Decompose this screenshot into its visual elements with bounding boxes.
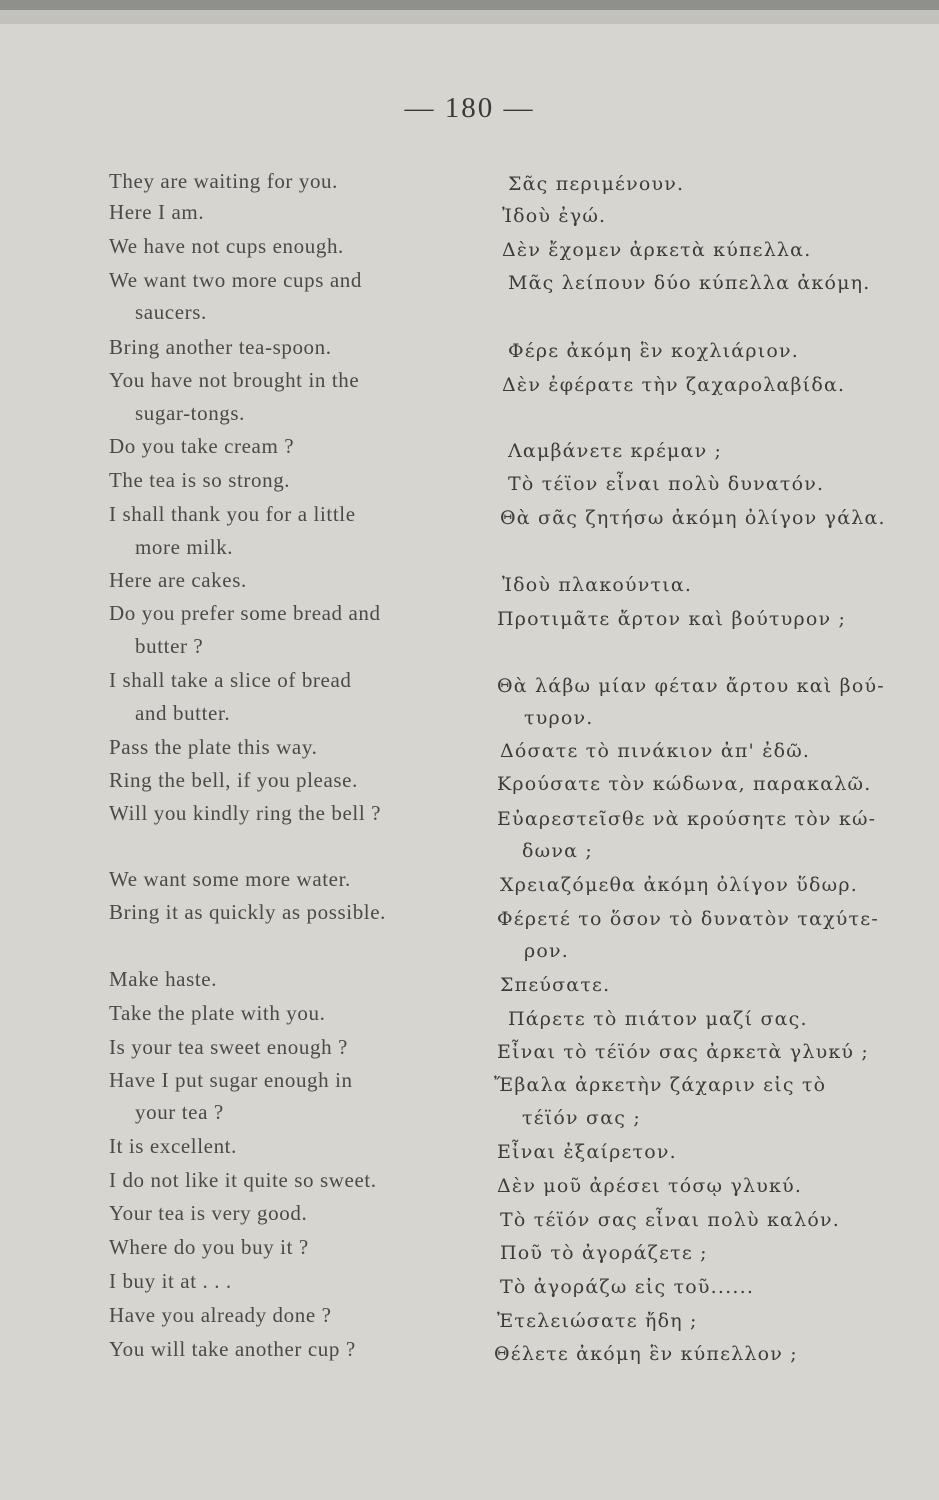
greek-line: τέϊόν σας ; [522,1107,641,1129]
greek-line: Ἰδοὺ ἐγώ. [502,205,607,227]
english-line: I shall take a slice of bread [109,668,352,692]
english-line: They are waiting for you. [109,169,339,193]
greek-line: Φέρε ἀκόμη ἓν κοχλιάριον. [508,340,799,362]
english-line: Will you kindly ring the bell ? [109,801,382,825]
english-line: and butter. [135,701,231,725]
english-line: We want some more water. [109,867,351,891]
greek-line: Θέλετε ἀκόμη ἓν κύπελλον ; [494,1343,798,1365]
greek-line: Μᾶς λείπουν δύο κύπελλα ἀκόμη. [508,272,871,294]
greek-line: Θὰ λάβω μίαν φέταν ἄρτου καὶ βού- [497,675,885,697]
english-line: saucers. [135,300,207,324]
greek-line: Σπεύσατε. [500,974,611,996]
scan-top-edge [0,0,939,10]
greek-line: Τὸ τέϊον εἶναι πολὺ δυνατόν. [508,473,825,495]
greek-line: Ἰδοὺ πλακούντια. [502,574,693,596]
english-line: We have not cups enough. [109,234,344,258]
scan-top-shadow [0,10,939,24]
english-line: more milk. [135,535,234,559]
english-line: Here are cakes. [109,568,247,592]
english-line: I shall thank you for a little [109,502,356,526]
english-line: Have you already done ? [109,1303,332,1327]
english-line: your tea ? [135,1100,224,1124]
english-line: Bring another tea-spoon. [109,335,332,359]
english-line: The tea is so strong. [109,468,291,492]
greek-line: Κρούσατε τὸν κώδωνα, παρακαλῶ. [497,773,872,795]
english-line: Ring the bell, if you please. [109,768,358,792]
english-line: We want two more cups and [109,268,362,292]
greek-line: Θὰ σᾶς ζητήσω ἀκόμη ὀλίγον γάλα. [500,507,886,529]
greek-line: Ἐτελειώσατε ἤδη ; [497,1310,698,1332]
greek-line: Εἶναι ἐξαίρετον. [497,1141,677,1163]
greek-line: Σᾶς περιμένουν. [508,173,685,195]
english-line: I do not like it quite so sweet. [109,1168,377,1192]
english-line: butter ? [135,634,204,658]
greek-line: Εὐαρεστεῖσθε νὰ κρούσητε τὸν κώ- [497,808,877,830]
greek-line: Πάρετε τὸ πιάτον μαζί σας. [508,1008,808,1030]
english-line: Here I am. [109,200,205,224]
page-number: — 180 — [404,92,535,124]
english-line: sugar-tongs. [135,401,246,425]
greek-line: Εἶναι τὸ τέϊόν σας ἀρκετὰ γλυκύ ; [497,1041,870,1063]
greek-line: δωνα ; [522,840,593,862]
english-line: It is excellent. [109,1134,237,1158]
greek-line: ρον. [524,940,569,962]
greek-line: τυρον. [524,707,594,729]
english-line: Bring it as quickly as possible. [109,900,387,924]
greek-line: Δόσατε τὸ πινάκιον ἀπ' ἐδῶ. [500,740,811,762]
english-line: Make haste. [109,967,218,991]
greek-line: Ἔβαλα ἀρκετὴν ζάχαριν εἰς τὸ [494,1074,827,1096]
greek-line: Δὲν ἐφέρατε τὴν ζαχαρολαβίδα. [502,374,846,396]
english-line: Have I put sugar enough in [109,1068,353,1092]
english-line: Is your tea sweet enough ? [109,1035,348,1059]
english-line: You have not brought in the [109,368,360,392]
greek-line: Προτιμᾶτε ἄρτον καὶ βούτυρον ; [497,608,847,630]
english-line: Do you take cream ? [109,434,295,458]
english-line: I buy it at . . . [109,1269,232,1293]
english-line: Your tea is very good. [109,1201,308,1225]
greek-line: Φέρετέ το ὅσον τὸ δυνατὸν ταχύτε- [497,908,879,930]
english-line: Take the plate with you. [109,1001,326,1025]
greek-line: Τὸ ἀγοράζω εἰς τοῦ...... [500,1276,755,1298]
greek-line: Λαμβάνετε κρέμαν ; [508,440,723,462]
greek-line: Δὲν μοῦ ἀρέσει τόσῳ γλυκύ. [497,1175,803,1197]
english-line: Do you prefer some bread and [109,601,381,625]
english-line: Where do you buy it ? [109,1235,309,1259]
greek-line: Τὸ τέϊόν σας εἶναι πολὺ καλόν. [500,1209,840,1231]
greek-line: Δὲν ἔχομεν ἀρκετὰ κύπελλα. [502,239,812,261]
greek-line: Ποῦ τὸ ἀγοράζετε ; [500,1242,708,1264]
english-line: Pass the plate this way. [109,735,318,759]
english-line: You will take another cup ? [109,1337,356,1361]
greek-line: Χρειαζόμεθα ἀκόμη ὀλίγον ὕδωρ. [500,874,858,896]
